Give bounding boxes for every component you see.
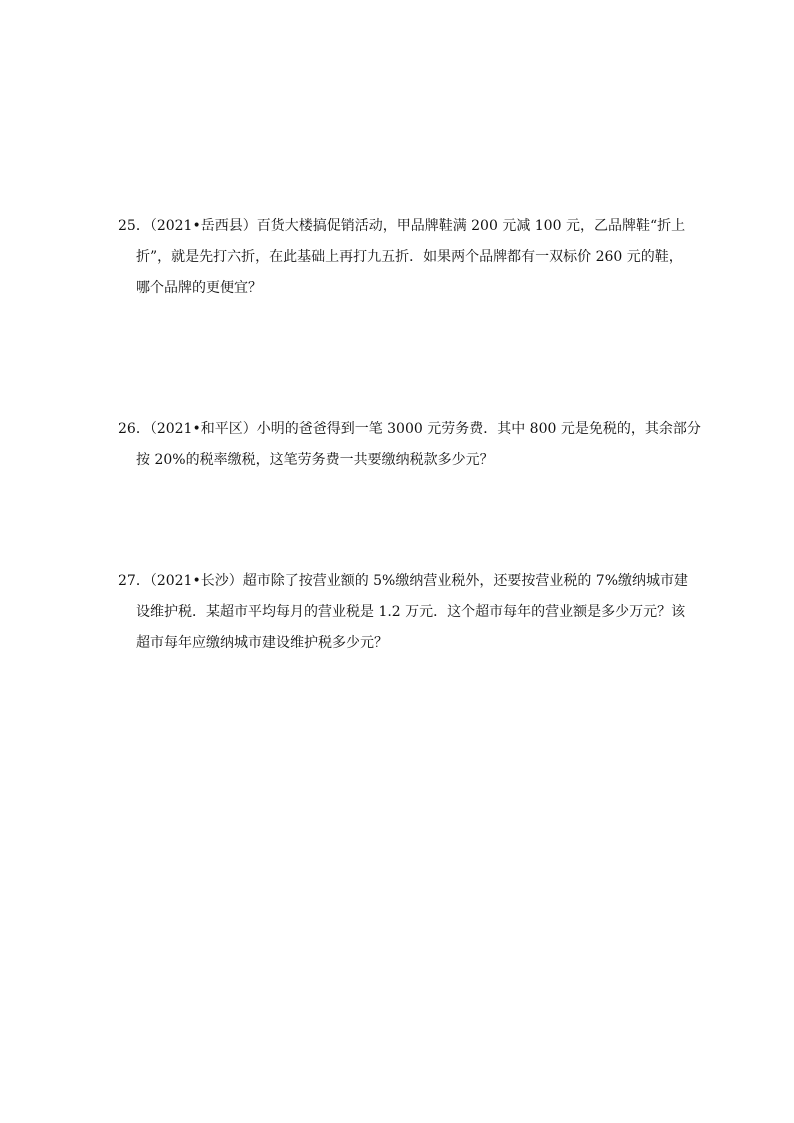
problem-26-line-1: 26．（2021•和平区）小明的爸爸得到一笔 3000 元劳务费．其中 800 元是免税的，其余部分 [118,421,701,437]
problem-27 [118,566,689,659]
problem-25-line-2: 折”，就是先打六折，在此基础上再打九五折．如果两个品牌都有一双标价 260 元的鞋， [136,249,683,265]
problem-27-line-1: 27．（2021•长沙）超市除了按营业额的 5%缴纳营业税外，还要按营业税的 7%缴纳城市建 [118,573,689,589]
problem-26-line-2: 按 20%的税率缴税，这笔劳务费一共要缴纳税款多少元？ [136,452,494,468]
problem-25-line-1: 25．（2021•岳西县）百货大楼搞促销活动，甲品牌鞋满 200 元减 100 元，乙品牌鞋“折上 [118,218,686,234]
problem-26 [118,414,701,476]
problem-27-line-3: 超市每年应缴纳城市建设维护税多少元？ [136,635,388,651]
problem-25 [118,211,686,304]
problem-27-line-2: 设维护税．某超市平均每月的营业税是 1.2 万元．这个超市每年的营业额是多少万元？该 [136,604,686,620]
problem-25-line-3: 哪个品牌的更便宜？ [136,280,262,296]
